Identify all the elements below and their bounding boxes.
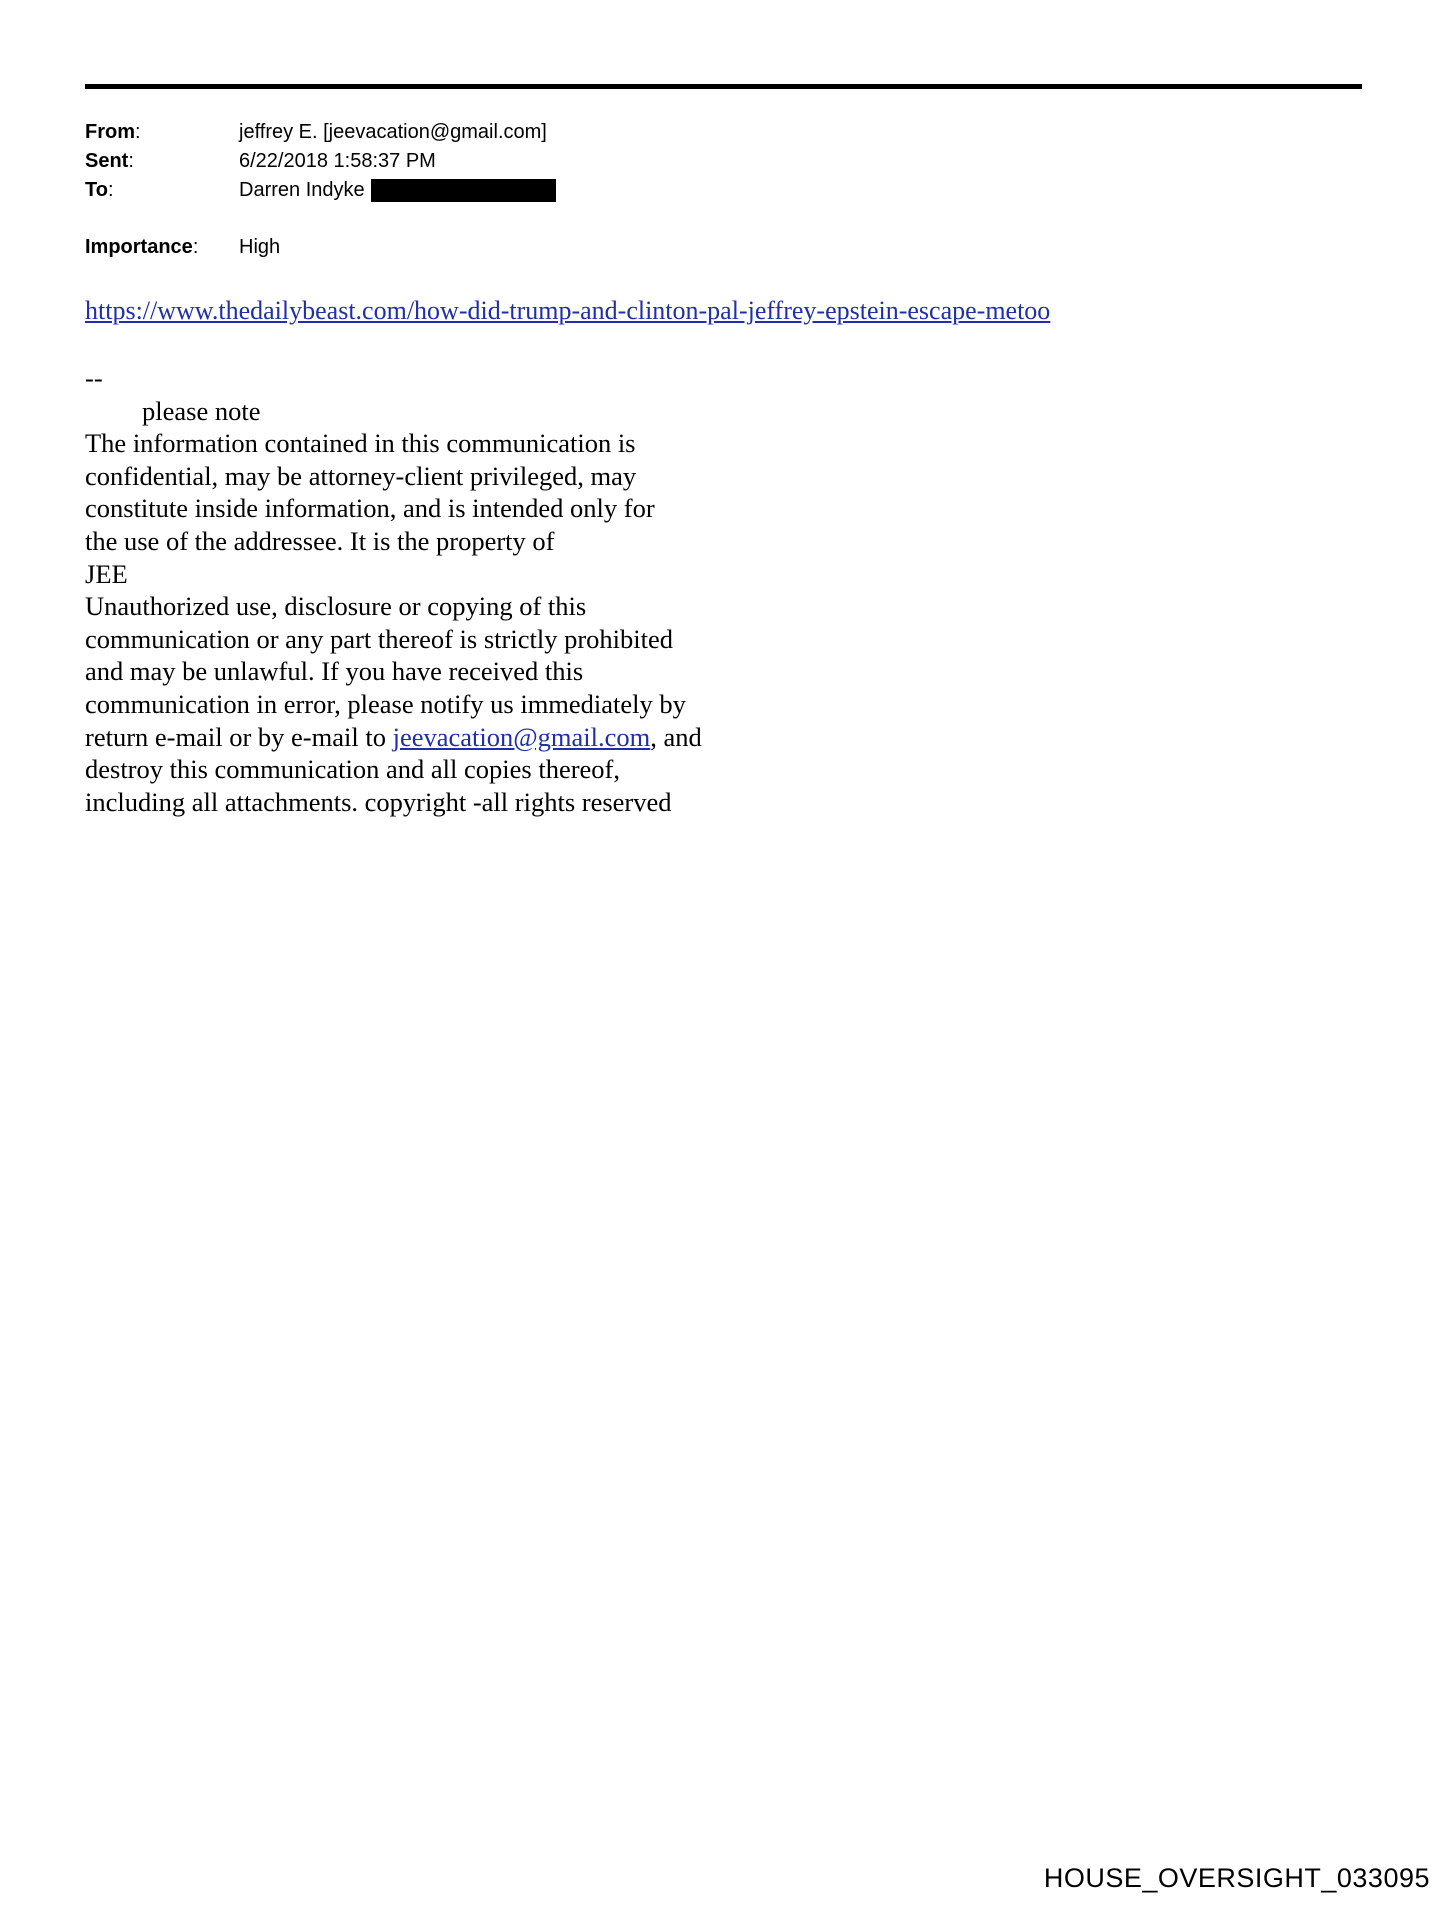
sent-label: Sent: [85,150,134,172]
to-row [85,176,556,205]
disclaimer-line: confidential, may be attorney-client privileged, may [85,460,637,491]
importance-label: Importance: [85,236,199,258]
disclaimer-line: communication in error, please notify us immediately by [85,688,686,719]
return-suffix: , and [650,721,702,752]
disclaimer-line: including all attachments. copyright -all rights reserved [85,786,672,817]
email-headers [85,118,556,262]
signature-block [85,362,702,818]
please-note: please note [142,395,261,426]
to-value: Darren Indyke [239,179,365,201]
disclaimer-line: and may be unlawful. If you have received this [85,656,584,687]
disclaimer-line: JEE [85,558,128,589]
importance-value: High [239,236,281,258]
disclaimer-line: Unauthorized use, disclosure or copying of this [85,591,587,622]
disclaimer-line: The information contained in this communication is [85,428,636,459]
disclaimer-line: destroy this communication and all copies thereof, [85,754,621,785]
return-prefix: return e-mail or by e-mail to [85,721,393,752]
sent-value: 6/22/2018 1:58:37 PM [239,150,436,172]
to-label: To: [85,179,114,201]
disclaimer-line: constitute inside information, and is intended only for [85,493,655,524]
disclaimer-line-email [85,721,702,754]
disclaimer-line: the use of the addressee. It is the property of [85,525,555,556]
signature-separator: -- [85,363,103,393]
article-link-line [85,295,1050,327]
importance-row [85,233,556,262]
from-value: jeffrey E. [jeevacation@gmail.com] [239,121,547,143]
disclaimer-line: communication or any part thereof is strictly prohibited [85,623,673,654]
sent-row [85,147,556,176]
from-row [85,118,556,147]
return-email-link[interactable]: jeevacation@gmail.com [392,721,651,752]
from-label: From: [85,121,141,143]
redaction-box [371,179,556,202]
document-id: HOUSE_OVERSIGHT_033095 [1043,1863,1430,1893]
header-rule [85,84,1362,89]
article-link[interactable]: https://www.thedailybeast.com/how-did-trump-and-clinton-pal-jeffrey-epstein-escape-metoo [85,296,1051,325]
